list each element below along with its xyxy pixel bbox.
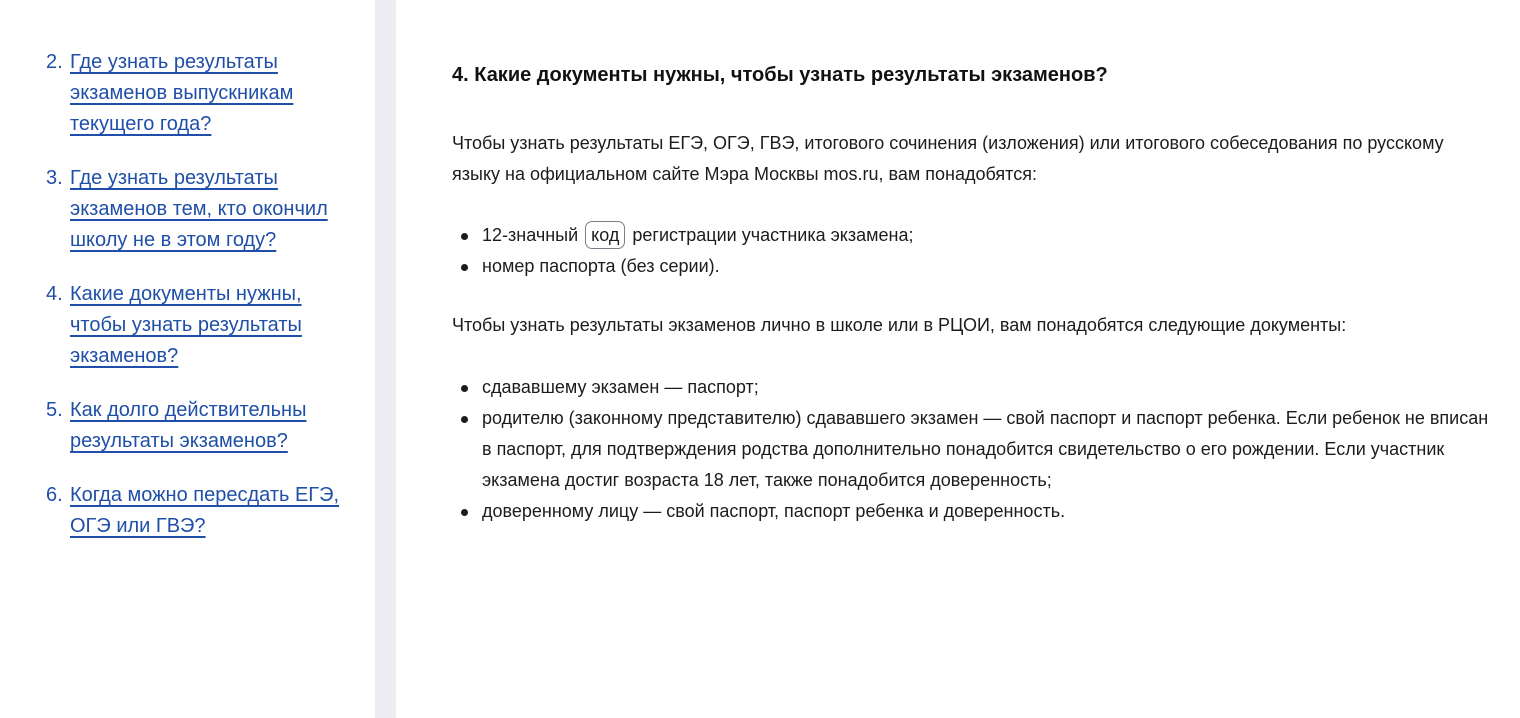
code-term-link[interactable]: код: [585, 221, 625, 249]
toc-item-3: [46, 163, 356, 256]
list-item: доверенному лицу — свой паспорт, паспорт ребенка и доверенность.: [452, 496, 1492, 527]
in-person-paragraph: Чтобы узнать результаты экзаменов лично в школе или в РЦОИ, вам понадобятся следующие документы:: [452, 315, 1347, 335]
toc-item-6: [46, 480, 356, 542]
list-item: родителю (законному представителю) сдававшего экзамен — свой паспорт и паспорт ребенка. Если ребенок не вписан в паспорт, для подтверждения родства дополнительно понадобится свидетельство о его рождении. Если участник экзамена достиг возраста 18 лет, также понадобится доверенность;: [452, 403, 1492, 496]
toc-item-5: [46, 395, 356, 457]
list-item-text-after: регистрации участника экзамена;: [632, 225, 914, 245]
toc-link-results-past-graduates[interactable]: Где узнать результаты экзаменов тем, кто окончил школу не в этом году?: [70, 167, 328, 251]
section-heading: 4. Какие документы нужны, чтобы узнать результаты экзаменов?: [452, 64, 1108, 86]
toc-item-number: 5.: [46, 399, 63, 421]
column-divider: [375, 0, 396, 718]
list-item-text-before: 12-значный: [482, 225, 579, 245]
toc-link-required-documents[interactable]: Какие документы нужны, чтобы узнать результаты экзаменов?: [70, 283, 302, 367]
toc-item-4: [46, 279, 356, 372]
list-item: номер паспорта (без серии).: [452, 251, 1492, 282]
toc-item-number: 4.: [46, 283, 63, 305]
toc-item-2: [46, 47, 356, 140]
toc-link-results-validity[interactable]: Как долго действительны результаты экзаменов?: [70, 399, 307, 452]
toc-list: [46, 47, 356, 565]
table-of-contents-sidebar: [0, 0, 375, 718]
toc-link-retake-exams[interactable]: Когда можно пересдать ЕГЭ, ОГЭ или ГВЭ?: [70, 484, 340, 537]
toc-item-number: 2.: [46, 51, 63, 73]
toc-item-number: 6.: [46, 484, 63, 506]
list-item: сдававшему экзамен — паспорт;: [452, 372, 1492, 403]
toc-item-number: 3.: [46, 167, 63, 189]
toc-link-results-current-graduates[interactable]: Где узнать результаты экзаменов выпускникам текущего года?: [70, 51, 294, 135]
in-person-documents-list: [452, 372, 1492, 527]
article-section: [452, 60, 1492, 527]
list-item: [452, 220, 1492, 251]
online-documents-list: [452, 220, 1492, 282]
intro-paragraph: Чтобы узнать результаты ЕГЭ, ОГЭ, ГВЭ, итогового сочинения (изложения) или итогового собеседования по русскому языку на официальном сайте Мэра Москвы mos.ru, вам понадобятся:: [452, 133, 1444, 184]
